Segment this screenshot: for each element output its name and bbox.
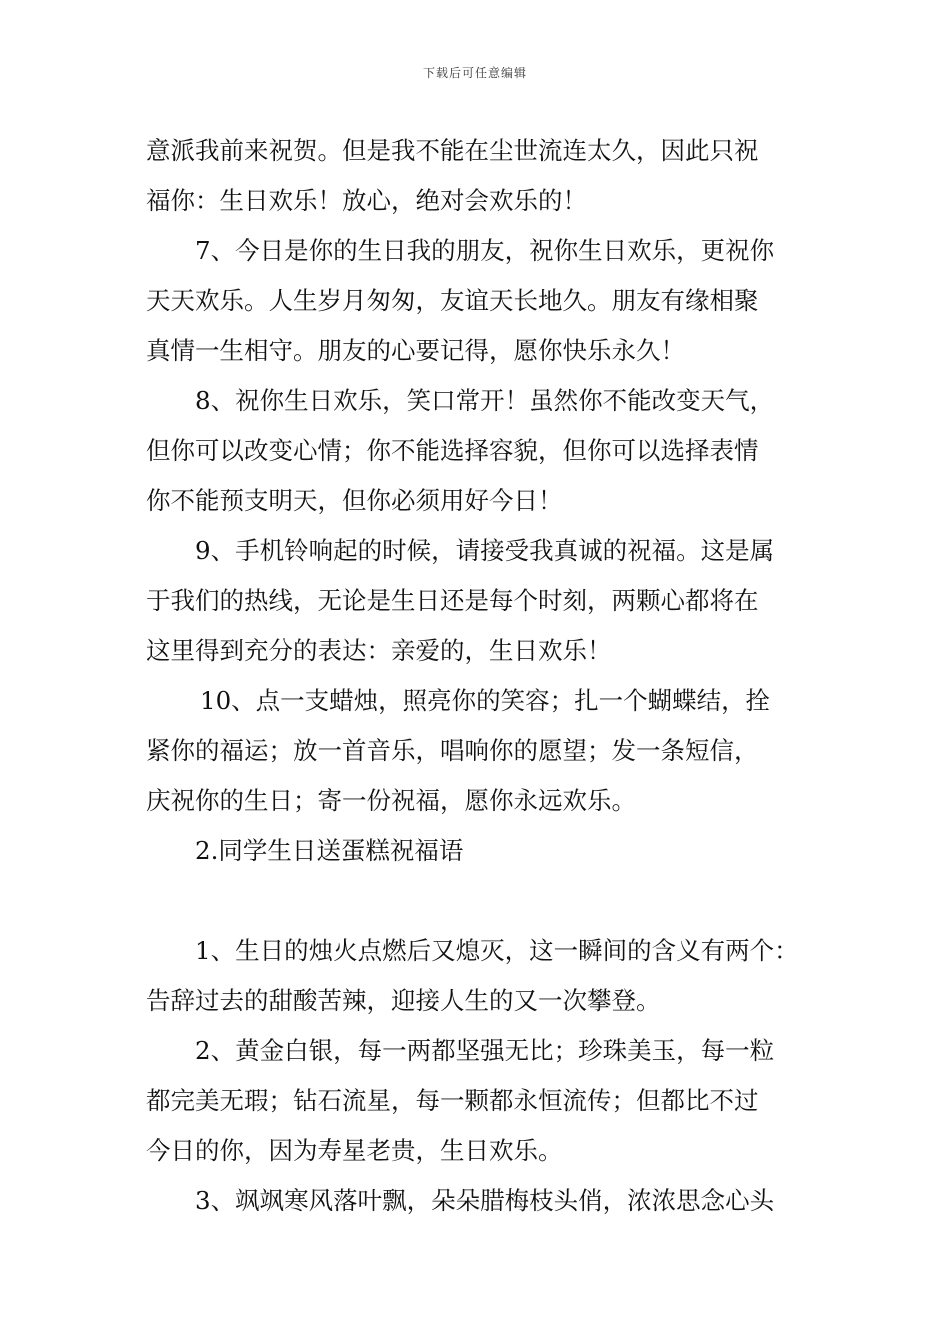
list-item-2: 2、黄金白银，每一两都坚强无比；珍珠美玉，每一粒 [195,1036,775,1065]
list-item-7: 7、今日是你的生日我的朋友，祝你生日欢乐，更祝你 [195,236,775,265]
section-heading: 2.同学生日送蛋糕祝福语 [195,836,464,865]
text-line: 福你：生日欢乐！放心，绝对会欢乐的！ [146,186,587,215]
list-item-3: 3、飒飒寒风落叶飘，朵朵腊梅枝头俏，浓浓思念心头 [195,1186,775,1215]
text-line: 你不能预支明天，但你必须用好今日！ [146,486,563,515]
text-line: 今日的你，因为寿星老贵，生日欢乐。 [146,1136,563,1165]
text-line: 庆祝你的生日；寄一份祝福，愿你永远欢乐。 [146,786,636,815]
list-item-9: 9、手机铃响起的时候，请接受我真诚的祝福。这是属 [195,536,775,565]
text-line: 这里得到充分的表达：亲爱的，生日欢乐！ [146,636,612,665]
list-item-8: 8、祝你生日欢乐，笑口常开！虽然你不能改变天气， [195,386,775,415]
text-line: 真情一生相守。朋友的心要记得，愿你快乐永久！ [146,336,685,365]
list-item-1: 1、生日的烛火点燃后又熄灭，这一瞬间的含义有两个： [195,936,799,965]
blank-line [146,876,816,926]
text-line: 意派我前来祝贺。但是我不能在尘世流连太久，因此只祝 [146,136,759,165]
text-line: 天天欢乐。人生岁月匆匆，友谊天长地久。朋友有缘相聚 [146,286,759,315]
document-body [146,126,816,1226]
text-line: 告辞过去的甜酸苦辣，迎接人生的又一次攀登。 [146,986,661,1015]
text-line: 于我们的热线，无论是生日还是每个时刻，两颗心都将在 [146,586,759,615]
text-line: 紧你的福运；放一首音乐，唱响你的愿望；发一条短信， [146,736,759,765]
text-line: 但你可以改变心情；你不能选择容貌，但你可以选择表情 [146,436,759,465]
list-item-10: 10、点一支蜡烛，照亮你的笑容；扎一个蝴蝶结，拴 [200,686,771,715]
text-line: 都完美无瑕；钻石流星，每一颗都永恒流传；但都比不过 [146,1086,759,1115]
page-header: 下载后可任意编辑 [422,66,527,80]
